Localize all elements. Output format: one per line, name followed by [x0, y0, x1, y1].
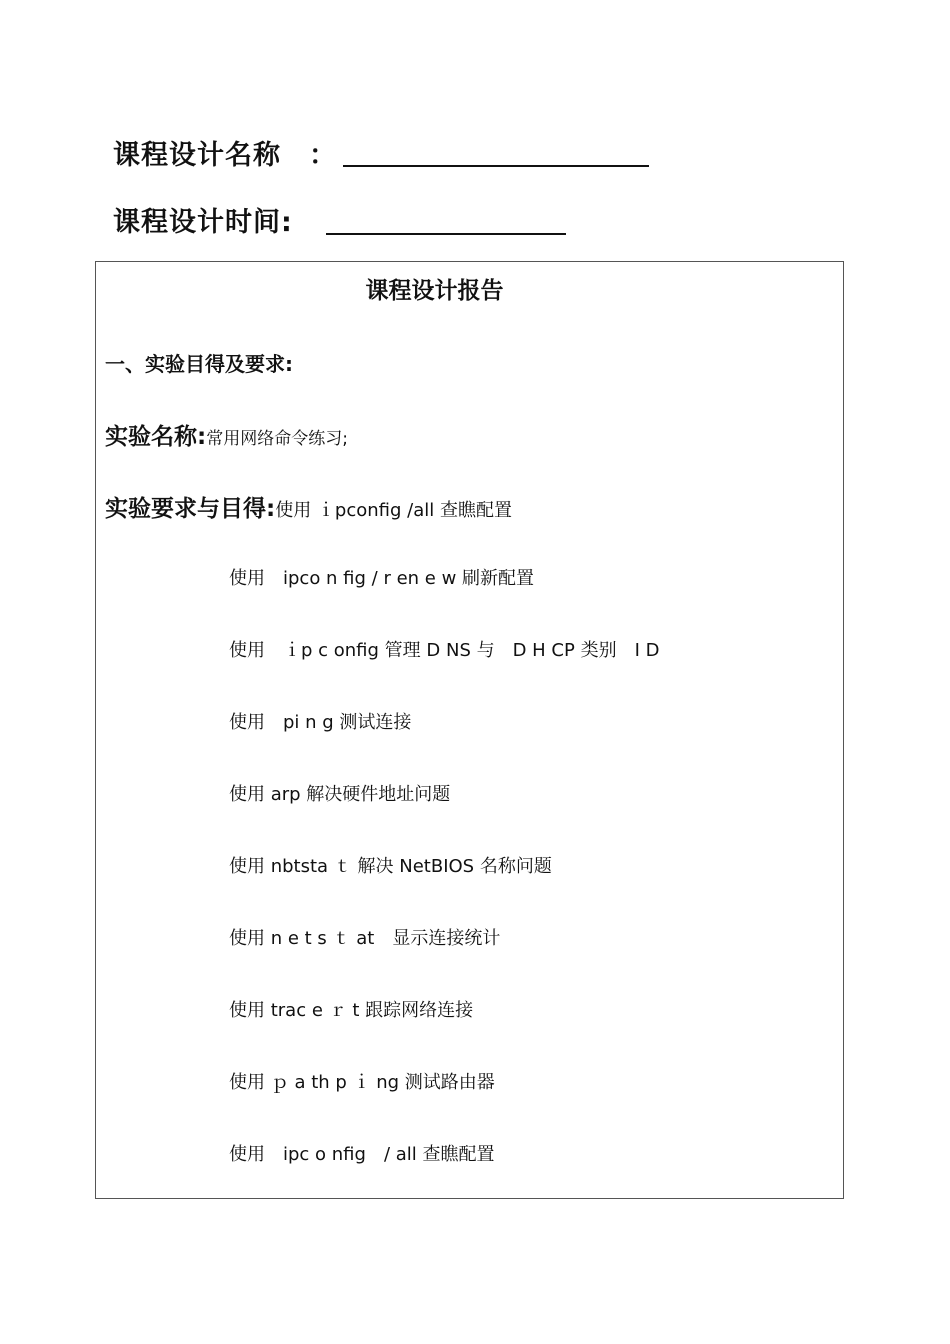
course-time-line: [113, 200, 293, 239]
requirement-item: 使用 pi n g 测试连接: [229, 712, 412, 733]
requirement-item: 使用 trac e ｒ t 跟踪网络连接: [229, 1000, 474, 1021]
requirements-row: [105, 490, 512, 523]
requirement-item: 使用 ipco n fig / r en e w 刷新配置: [229, 568, 535, 589]
report-title: 课程设计报告: [365, 278, 504, 304]
requirement-item: 使用 ｉpconfig /all 查瞧配置: [275, 500, 512, 521]
requirement-item: 使用 ipc o nfig / all 查瞧配置: [229, 1144, 495, 1165]
requirement-item: 使用 n e t s ｔ at 显示连接统计: [229, 928, 501, 949]
experiment-name-row: [105, 418, 348, 451]
report-box: [95, 261, 844, 1199]
course-time-blank[interactable]: [326, 233, 566, 235]
requirement-item: 使用 nbtsta ｔ 解决 NetBIOS 名称问题: [229, 856, 552, 877]
requirement-item: 使用 ｐ a th p ｉ ng 测试路由器: [229, 1072, 495, 1093]
course-name-colon: ：: [309, 140, 337, 171]
requirement-item: 使用 arp 解决硬件地址问题: [229, 784, 451, 805]
course-name-line: [113, 133, 337, 172]
experiment-name-value: 常用网络命令练习;: [206, 429, 348, 449]
experiment-name-label: 实验名称:: [105, 424, 207, 450]
course-name-blank[interactable]: [343, 165, 649, 167]
course-name-label: 课程设计名称: [113, 140, 281, 171]
requirement-item: 使用 ｉp c onfig 管理 D NS 与 D H CP 类别 I D: [229, 640, 660, 661]
section-heading: 一、实验目得及要求:: [105, 352, 293, 376]
course-time-label: 课程设计时间:: [113, 207, 293, 238]
requirements-label: 实验要求与目得:: [105, 496, 276, 522]
